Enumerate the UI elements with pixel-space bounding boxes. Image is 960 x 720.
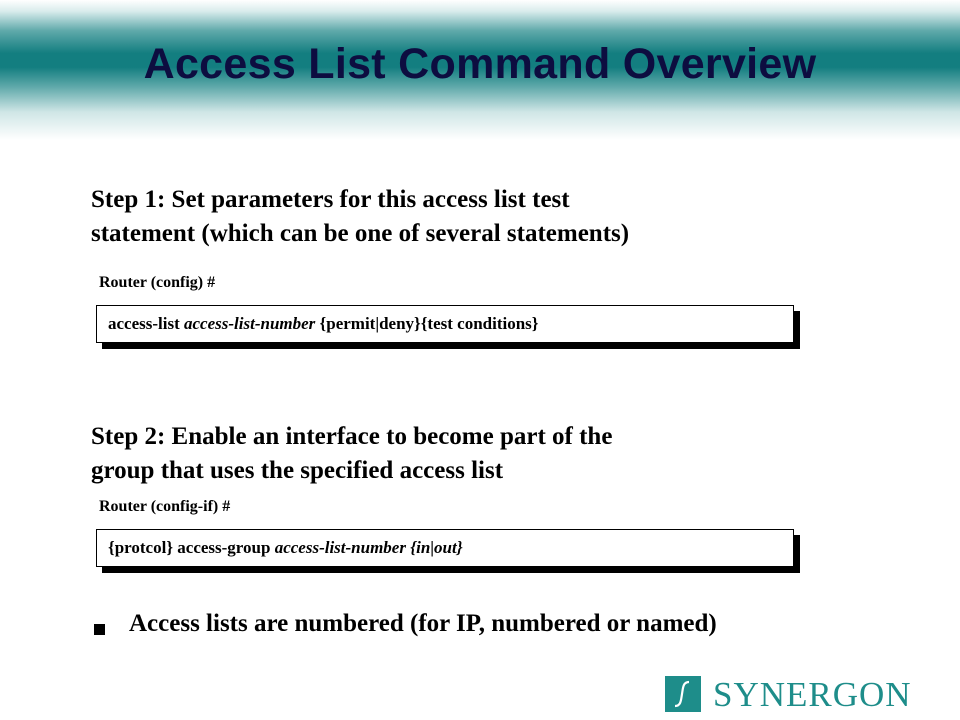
logo-text: SYNERGON	[713, 675, 912, 714]
step2-heading	[91, 420, 851, 488]
square-bullet-icon	[94, 624, 105, 635]
step1-heading	[91, 183, 851, 251]
step2-command-box	[96, 529, 794, 567]
step1-heading-line1: Step 1: Set parameters for this access list test	[91, 186, 570, 213]
step2-heading-line2: group that uses the specified access list	[91, 457, 504, 484]
step1-command-box	[96, 305, 794, 343]
step1-command-part3: {permit|deny}{test conditions}	[315, 314, 539, 333]
synergon-logo	[665, 676, 945, 714]
step1-command-param: access-list-number	[184, 314, 316, 333]
step2-command-part1: {protcol} access-group	[108, 538, 275, 557]
bullet-text: Access lists are numbered (for IP, numbered or named)	[129, 610, 717, 637]
synergon-s-icon	[665, 676, 701, 712]
step2-router-prompt: Router (config-if) #	[99, 498, 231, 515]
bullet-item	[94, 610, 914, 646]
step1-command-text	[108, 314, 539, 334]
slide-title: Access List Command Overview	[143, 40, 817, 88]
step1-heading-line2: statement (which can be one of several statements)	[91, 220, 630, 247]
step2-command-param: access-list-number {in|out}	[274, 538, 463, 557]
step1-command-part1: access-list	[108, 314, 185, 333]
step1-router-prompt: Router (config) #	[99, 274, 216, 291]
step2-heading-line1: Step 2: Enable an interface to become part of the	[91, 423, 613, 450]
step2-command-text	[108, 538, 463, 558]
